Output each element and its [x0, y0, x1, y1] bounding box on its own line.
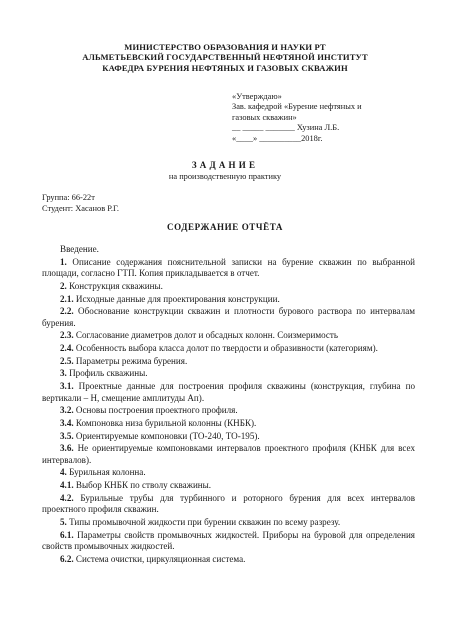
contents-item	[42, 244, 415, 255]
contents-item-number: 1.	[60, 256, 67, 267]
contents-item-number: 3.1.	[60, 381, 74, 392]
contents-item	[42, 381, 415, 404]
institution-header	[0, 42, 450, 73]
contents-title: СОДЕРЖАНИЕ ОТЧЁТА	[167, 222, 283, 232]
contents-item-number: 4.	[60, 467, 67, 478]
contents-item	[42, 480, 415, 491]
contents-item	[42, 530, 415, 553]
contents-item-number: 2.4.	[60, 343, 74, 354]
contents-item-number: 2.5.	[60, 355, 74, 366]
contents-item-text: Введение.	[60, 244, 99, 254]
contents-item-number: 3.4.	[60, 417, 74, 428]
contents-item	[42, 443, 415, 466]
contents-item-number: 5.	[60, 516, 67, 527]
contents-item-number: 4.2.	[60, 492, 74, 503]
contents-item-number: 3.2.	[60, 405, 74, 416]
approval-block	[232, 92, 412, 144]
contents-item	[42, 467, 415, 478]
contents-item-text: Конструкция скважины.	[66, 280, 163, 291]
contents-item-text: Бурильные трубы для турбинного и роторного бурения для всех интервалов проектного профиля скважин.	[42, 492, 415, 515]
contents-item-text: Обоснование конструкции скважин и плотности бурового раствора по интервалам бурения.	[42, 306, 415, 328]
contents-item-text: Выбор КНБК по стволу скважины.	[73, 480, 212, 491]
contents-item-number: 2.1.	[60, 293, 74, 304]
contents-item-text: Не ориентируемые компоновками интервалов проектного профиля (КНБК для всех интервалов).	[42, 443, 415, 465]
contents-item-text: Проектные данные для построения профиля скважины (конструкция, глубина по вертикали – Н, смещение амплитуды Ап).	[42, 381, 415, 403]
contents-item-text: Профиль скважины.	[66, 368, 148, 379]
contents-item-number: 4.1.	[60, 480, 74, 491]
contents-item	[42, 405, 415, 416]
contents-item-text: Исходные данные для проектирования конструкции.	[73, 293, 280, 304]
contents-item	[42, 281, 415, 292]
contents-item-text: Типы промывочной жидкости при бурении скважин по всему разрезу.	[66, 516, 341, 527]
contents-item	[42, 517, 415, 528]
department-line: КАФЕДРА БУРЕНИЯ НЕФТЯНЫХ И ГАЗОВЫХ СКВАЖИН	[102, 62, 348, 73]
approval-position-cont: газовых скважин»	[232, 112, 297, 122]
contents-item-number: 2.3.	[60, 330, 74, 341]
contents-item	[42, 554, 415, 565]
contents-item-text: Согласование диаметров долот и обсадных колонн. Соизмеримость	[73, 330, 339, 341]
contents-item	[42, 493, 415, 516]
contents-item	[42, 330, 415, 341]
assignment-subtitle: на производственную практику	[168, 172, 282, 181]
contents-item-text: Параметры свойств промывочных жидкостей. Приборы на буровой для определения свойств промывочных жидкостей.	[42, 529, 415, 552]
contents-item-text: Описание содержания пояснительной записки на бурение скважин по выбранной площади, согласно ГТП. Копия прикладывается в отчет.	[42, 256, 415, 279]
contents-item-number: 3.	[60, 368, 67, 379]
contents-item	[42, 418, 415, 429]
approval-date: «____» __________2018г.	[232, 133, 323, 143]
ministry-line: МИНИСТЕРСТВО ОБРАЗОВАНИЯ И НАУКИ РТ	[124, 42, 326, 52]
contents-item-number: 3.6.	[60, 443, 74, 454]
contents-item	[42, 294, 415, 305]
contents-list	[42, 244, 415, 567]
approval-signature: __ _____ _______ Хузина Л.Б.	[232, 123, 340, 133]
contents-item	[42, 356, 415, 367]
contents-item-number: 6.2.	[60, 553, 74, 564]
student-line: Студент: Хасанов Р.Г.	[42, 203, 119, 213]
contents-item	[42, 431, 415, 442]
assignment-title: ЗАДАНИЕ	[191, 160, 259, 170]
student-info	[42, 193, 119, 214]
contents-item-text: Особенность выбора класса долот по твердости и образивности (категориям).	[73, 343, 378, 354]
contents-item-text: Компоновка низа бурильной колонны (КНБК).	[73, 417, 257, 428]
contents-item-text: Основы построения проектного профиля.	[73, 405, 238, 416]
contents-item-number: 2.	[60, 280, 67, 291]
contents-item-text: Бурильная колонна.	[66, 467, 146, 478]
group-line: Группа: 66-22т	[42, 193, 95, 202]
contents-item-text: Параметры режима бурения.	[73, 355, 188, 366]
approval-position: Зав. кафедрой «Бурение нефтяных и	[232, 102, 362, 112]
contents-item-text: Система очистки, циркуляционная система.	[73, 553, 246, 564]
contents-item	[42, 368, 415, 379]
contents-item-number: 2.2.	[60, 306, 74, 317]
approval-title: «Утверждаю»	[232, 92, 282, 101]
contents-item	[42, 343, 415, 354]
contents-item-text: Ориентируемые компоновки (ТО-240, ТО-195).	[73, 430, 260, 441]
contents-item	[42, 257, 415, 280]
contents-item-number: 6.1.	[60, 529, 74, 540]
contents-item-number: 3.5.	[60, 430, 74, 441]
institute-line: АЛЬМЕТЬЕВСКИЙ ГОСУДАРСТВЕННЫЙ НЕФТЯНОЙ ИНСТИТУТ	[82, 52, 368, 63]
contents-item	[42, 306, 415, 329]
